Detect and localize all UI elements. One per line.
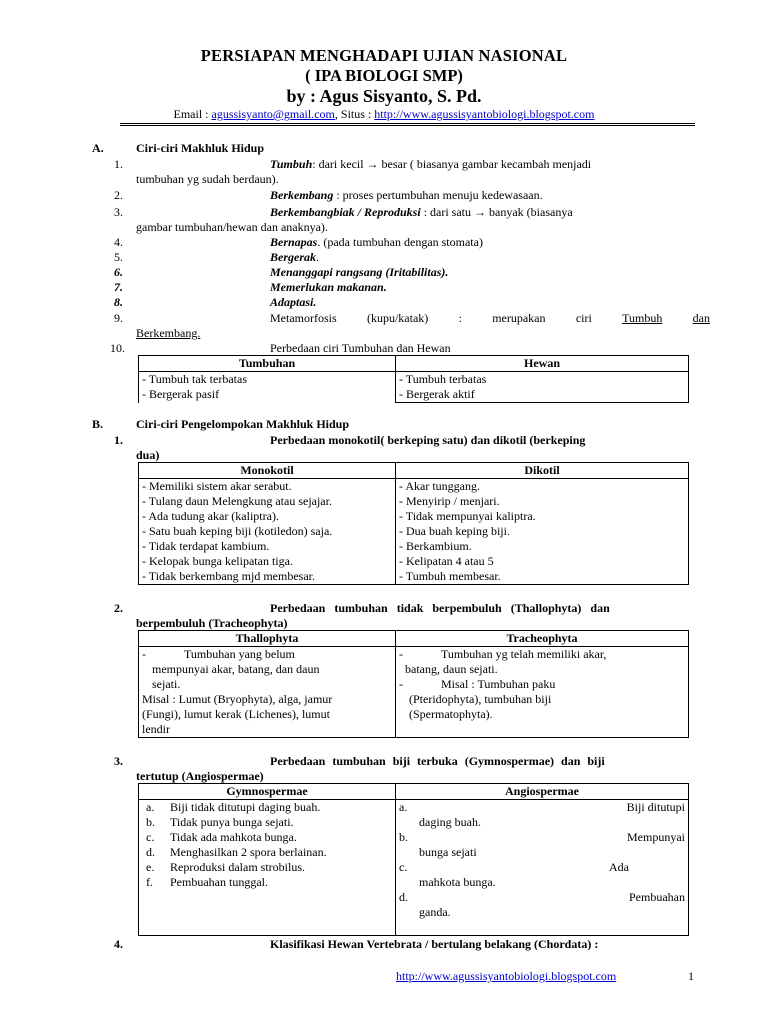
a-item-3-cont: gambar tumbuhan/hewan dan anaknya). bbox=[136, 220, 328, 234]
a-item-9-line bbox=[270, 311, 710, 326]
table-header: Tracheophyta bbox=[396, 631, 689, 647]
a-item-5-num: 5. bbox=[114, 250, 123, 264]
a-item-6-term: Menanggapi rangsang (Iritabilitas). bbox=[270, 265, 449, 279]
list-letter: c. bbox=[399, 860, 408, 874]
list-item bbox=[142, 875, 392, 890]
cell-text: (Pteridophyta), tumbuhan biji bbox=[409, 692, 552, 706]
cell-text: - Tulang daun Melengkung atau sejajar. bbox=[142, 494, 332, 508]
table-cell bbox=[396, 479, 689, 585]
b-item-4-num: 4. bbox=[114, 937, 123, 951]
cell-text: - Tidak terdapat kambium. bbox=[142, 539, 270, 553]
section-b-title: Ciri-ciri Pengelompokan Makhluk Hidup bbox=[136, 417, 350, 431]
list-item bbox=[399, 890, 685, 905]
b-item-2-num: 2. bbox=[114, 601, 123, 615]
cell-text: - Dua buah keping biji. bbox=[399, 524, 510, 538]
table-header: Gymnospermae bbox=[139, 784, 396, 800]
a-item-9-word: Tumbuh bbox=[622, 311, 663, 325]
a-item-9-word: ciri bbox=[575, 311, 592, 325]
cell-text: Misal : Lumut (Bryophyta), alga, jamur bbox=[142, 692, 333, 706]
list-item bbox=[142, 845, 392, 860]
list-letter: a. bbox=[399, 800, 408, 814]
cell-text: (Fungi), lumut kerak (Lichenes), lumut bbox=[142, 707, 330, 721]
a-item-10-text: Perbedaan ciri Tumbuhan dan Hewan bbox=[270, 341, 451, 355]
list-letter: d. bbox=[146, 845, 155, 859]
table-tumbuhan-hewan bbox=[138, 355, 689, 403]
cell-text: - Satu buah keping biji (kotiledon) saja. bbox=[142, 524, 333, 538]
situs-label: , Situs : bbox=[334, 107, 375, 121]
table-cell bbox=[396, 800, 689, 936]
list-letter: e. bbox=[146, 860, 155, 874]
table-thallophyta-tracheophyta bbox=[138, 630, 689, 738]
email-link[interactable]: agussisyanto@gmail.com bbox=[211, 107, 335, 121]
cell-text: - Tidak mempunyai kaliptra. bbox=[399, 509, 536, 523]
footer-site-link[interactable]: http://www.agussisyantobiologi.blogspot.com bbox=[396, 969, 617, 983]
list-item bbox=[142, 830, 392, 845]
b-item-1-line2: dua) bbox=[136, 448, 160, 462]
page-number: 1 bbox=[688, 969, 694, 983]
a-item-3-term: Berkembangbiak / Reproduksi bbox=[270, 205, 421, 219]
section-a-title: Ciri-ciri Makhluk Hidup bbox=[136, 141, 265, 155]
a-item-8-num: 8. bbox=[114, 295, 123, 309]
cell-line bbox=[399, 647, 685, 662]
a-item-9-word: : bbox=[458, 311, 462, 325]
a-item-7-num: 7. bbox=[114, 280, 123, 294]
list-item bbox=[142, 815, 392, 830]
list-text: Pembuahan tunggal. bbox=[170, 875, 268, 889]
a-item-4-rest: . (pada tumbuhan dengan stomata) bbox=[317, 235, 483, 249]
cell-text: - Memiliki sistem akar serabut. bbox=[142, 479, 292, 493]
b-item-2-line2: berpembuluh (Tracheophyta) bbox=[136, 616, 288, 630]
table-gymno-angio bbox=[138, 783, 689, 936]
list-text: Tidak ada mahkota bunga. bbox=[170, 830, 297, 844]
cell-text: batang, daun sejati. bbox=[405, 662, 498, 676]
doc-subtitle: ( IPA BIOLOGI SMP) bbox=[305, 66, 463, 85]
table-header: Tumbuhan bbox=[139, 356, 396, 372]
table-cell bbox=[139, 372, 396, 403]
a-item-4-term: Bernapas bbox=[270, 235, 318, 249]
a-item-8-term: Adaptasi. bbox=[270, 295, 317, 309]
contact-line bbox=[0, 107, 768, 122]
table-cell bbox=[396, 372, 689, 403]
cell-text: (Spermatophyta). bbox=[409, 707, 493, 721]
list-item bbox=[399, 860, 685, 875]
table-header-row bbox=[139, 631, 689, 647]
a-item-3-line bbox=[270, 205, 573, 220]
cell-text: - Akar tunggang. bbox=[399, 479, 480, 493]
list-text-cont: daging buah. bbox=[419, 815, 481, 829]
list-letter: b. bbox=[399, 830, 408, 844]
cell-text: lendir bbox=[142, 722, 170, 736]
b-item-3-num: 3. bbox=[114, 754, 123, 768]
list-text: Reproduksi dalam strobilus. bbox=[170, 860, 305, 874]
cell-line bbox=[399, 677, 685, 692]
a-item-2-line bbox=[270, 188, 543, 203]
a-item-7-term: Memerlukan makanan. bbox=[270, 280, 387, 294]
list-text: Biji tidak ditutupi daging buah. bbox=[170, 800, 321, 814]
cell-text: - Tumbuh tak terbatas bbox=[142, 372, 247, 386]
list-text: Biji ditutupi bbox=[626, 800, 685, 814]
table-cell bbox=[139, 800, 396, 936]
list-text: Mempunyai bbox=[627, 830, 685, 844]
cell-text: Tumbuhan yang belum bbox=[184, 647, 295, 661]
cell-text: - Tidak berkembang mjd membesar. bbox=[142, 569, 315, 583]
table-header: Thallophyta bbox=[139, 631, 396, 647]
a-item-2-term: Berkembang bbox=[270, 188, 334, 202]
cell-text: - Ada tudung akar (kaliptra). bbox=[142, 509, 279, 523]
list-letter: b. bbox=[146, 815, 155, 829]
a-item-1-line bbox=[270, 157, 697, 172]
table-header-row bbox=[139, 356, 689, 372]
a-item-1-cont: tumbuhan yg sudah berdaun). bbox=[136, 172, 279, 186]
list-item bbox=[399, 830, 685, 845]
cell-text: - Kelipatan 4 atau 5 bbox=[399, 554, 494, 568]
b-item-3-line1: Perbedaan tumbuhan biji terbuka (Gymnospermae) dan biji bbox=[270, 754, 605, 768]
list-item bbox=[142, 800, 392, 815]
list-text-cont: mahkota bunga. bbox=[419, 875, 496, 889]
a-item-4-line bbox=[270, 235, 483, 250]
list-text: Pembuahan bbox=[629, 890, 685, 904]
a-item-5-line bbox=[270, 250, 319, 265]
a-item-2-rest: : proses pertumbuhan menuju kedewasaan. bbox=[333, 188, 543, 202]
a-item-5-rest: . bbox=[316, 250, 319, 264]
cell-text: - Berkambium. bbox=[399, 539, 472, 553]
list-text-cont: ganda. bbox=[419, 905, 451, 919]
b-item-1-line1: Perbedaan monokotil( berkeping satu) dan dikotil (berkeping bbox=[270, 433, 586, 447]
section-b-letter: B. bbox=[92, 417, 104, 431]
table-row bbox=[139, 479, 689, 585]
cell-text: - Bergerak pasif bbox=[142, 387, 220, 401]
site-link[interactable]: http://www.agussisyantobiologi.blogspot.com bbox=[374, 107, 595, 121]
cell-text: - Tumbuh terbatas bbox=[399, 372, 487, 386]
doc-title: PERSIAPAN MENGHADAPI UJIAN NASIONAL bbox=[200, 46, 568, 65]
list-letter: f. bbox=[146, 875, 153, 889]
cell-text: - Bergerak aktif bbox=[399, 387, 475, 401]
table-row bbox=[139, 800, 689, 936]
a-item-3-rest: : dari satu → banyak (biasanya bbox=[420, 205, 573, 219]
table-header: Dikotil bbox=[396, 463, 689, 479]
a-item-9-word: (kupu/katak) bbox=[366, 311, 429, 325]
bullet: - bbox=[399, 677, 403, 691]
b-item-1-num: 1. bbox=[114, 433, 123, 447]
cell-text: sejati. bbox=[152, 677, 181, 691]
b-item-3-line2: tertutup (Angiospermae) bbox=[136, 769, 264, 783]
list-text: Ada bbox=[609, 860, 629, 874]
a-item-6-num: 6. bbox=[114, 265, 123, 279]
cell-text: mempunyai akar, batang, dan daun bbox=[152, 662, 320, 676]
doc-author: by : Agus Sisyanto, S. Pd. bbox=[286, 86, 482, 106]
list-letter: c. bbox=[146, 830, 155, 844]
a-item-5-term: Bergerak bbox=[270, 250, 316, 264]
b-item-2-line1 bbox=[270, 601, 696, 616]
table-header: Angiospermae bbox=[396, 784, 689, 800]
list-letter: a. bbox=[146, 800, 155, 814]
list-item bbox=[142, 860, 392, 875]
table-cell bbox=[139, 479, 396, 585]
section-a-letter: A. bbox=[92, 141, 104, 155]
email-label: Email : bbox=[173, 107, 212, 121]
table-monokotil-dikotil bbox=[138, 462, 689, 585]
list-text: Menghasilkan 2 spora berlainan. bbox=[170, 845, 327, 859]
bullet: - bbox=[142, 647, 146, 661]
a-item-9-word: Metamorfosis bbox=[270, 311, 337, 325]
list-item bbox=[399, 800, 685, 815]
header-divider bbox=[120, 123, 695, 126]
cell-text: - Kelopak bunga kelipatan tiga. bbox=[142, 554, 293, 568]
cell-line bbox=[142, 647, 392, 662]
a-item-9-word: merupakan bbox=[492, 311, 546, 325]
a-item-1-rest: : dari kecil → besar ( biasanya gambar kecambah menjadi bbox=[312, 157, 592, 171]
cell-text: - Menyirip / menjari. bbox=[399, 494, 500, 508]
a-item-1-term: Tumbuh bbox=[270, 157, 313, 171]
bullet: - bbox=[399, 647, 403, 661]
table-row bbox=[139, 372, 689, 403]
cell-text: Misal : Tumbuhan paku bbox=[441, 677, 556, 691]
a-item-9-word: dan bbox=[692, 311, 710, 325]
a-item-1-num: 1. bbox=[114, 157, 123, 171]
a-item-9-num: 9. bbox=[114, 311, 123, 325]
a-item-2-num: 2. bbox=[114, 188, 123, 202]
table-header: Hewan bbox=[396, 356, 689, 372]
table-cell bbox=[396, 647, 689, 738]
list-text-cont: bunga sejati bbox=[419, 845, 477, 859]
table-cell bbox=[139, 647, 396, 738]
table-header-row bbox=[139, 463, 689, 479]
b-item-2-line1-text: Perbedaan tumbuhan tidak berpembuluh (Thallophyta) dan bbox=[270, 601, 610, 615]
cell-text: - Tumbuh membesar. bbox=[399, 569, 501, 583]
list-letter: d. bbox=[399, 890, 408, 904]
b-item-4-text: Klasifikasi Hewan Vertebrata / bertulang belakang (Chordata) : bbox=[270, 937, 599, 951]
a-item-4-num: 4. bbox=[114, 235, 123, 249]
a-item-9-cont: Berkembang. bbox=[136, 326, 201, 340]
list-text: Tidak punya bunga sejati. bbox=[170, 815, 294, 829]
a-item-10-num: 10. bbox=[110, 341, 125, 355]
cell-text: Tumbuhan yg telah memiliki akar, bbox=[441, 647, 607, 661]
table-header-row bbox=[139, 784, 689, 800]
a-item-3-num: 3. bbox=[114, 205, 123, 219]
table-row bbox=[139, 647, 689, 738]
table-header: Monokotil bbox=[139, 463, 396, 479]
